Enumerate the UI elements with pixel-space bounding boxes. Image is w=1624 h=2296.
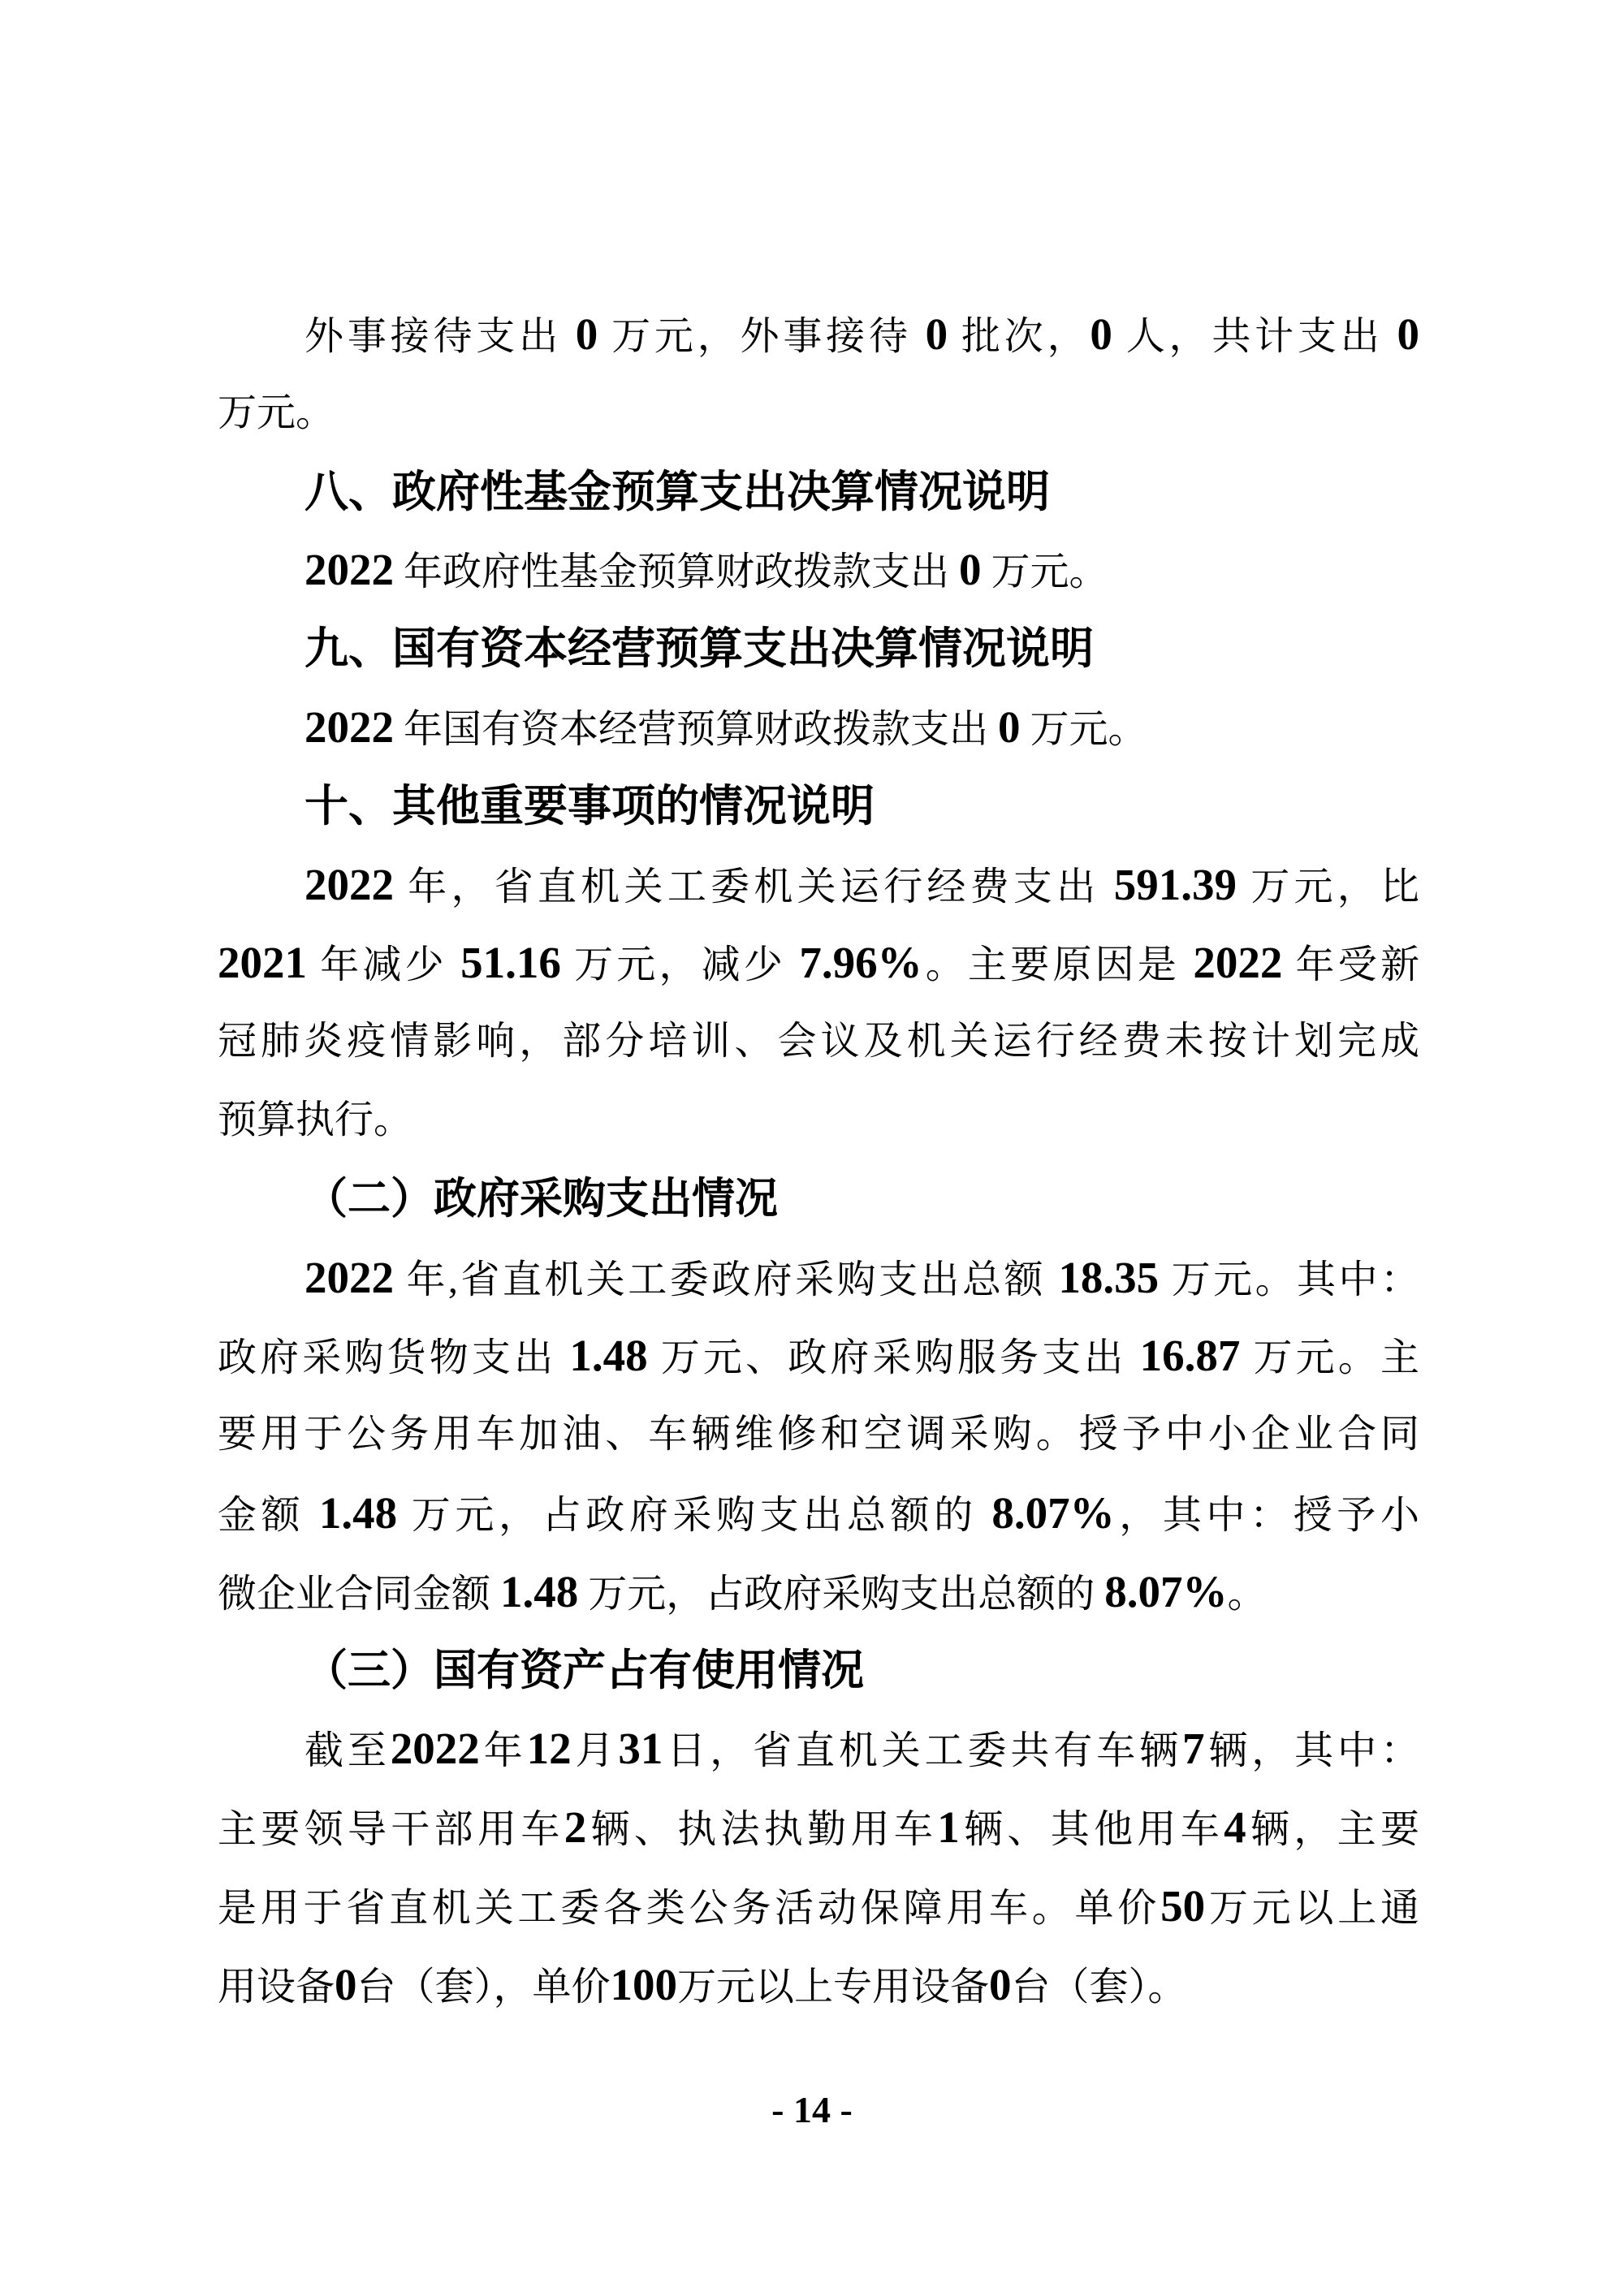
text-segment: 预算执行。 [218, 1098, 413, 1142]
text-segment: 年 [479, 1729, 527, 1773]
text-segment: 辆、执法执勤用车 [586, 1808, 938, 1852]
numeric-value: 0 [925, 309, 948, 359]
text-segment: 金额 [218, 1493, 319, 1537]
text-line [218, 1553, 1419, 1632]
text-line [218, 296, 1419, 374]
text-segment: 用设备 [218, 1965, 335, 2009]
numeric-value: 0 [1397, 309, 1419, 359]
numeric-value: 16.87 [1139, 1331, 1241, 1381]
text-line [218, 924, 1419, 1003]
text-line [218, 688, 1419, 767]
text-segment: 微企业合同金额 [218, 1572, 501, 1616]
numeric-value: 12 [526, 1724, 572, 1774]
text-segment: 辆，主要 [1246, 1808, 1419, 1852]
numeric-value: 7 [1182, 1724, 1205, 1774]
text-line [218, 1396, 1419, 1474]
text-segment: 人，共计支出 [1112, 315, 1397, 358]
text-segment: 万元以上专用设备 [677, 1965, 990, 2009]
text-segment: （二）政府采购支出情况 [304, 1175, 778, 1223]
text-line [218, 1946, 1419, 2025]
text-segment: 八、政府性基金预算支出决算情况说明 [304, 467, 1050, 516]
text-line [218, 374, 1419, 453]
text-segment: 月 [571, 1729, 619, 1773]
text-segment: 外事接待支出 [304, 315, 576, 358]
text-line [218, 1239, 1419, 1318]
text-segment: 要用于公务用车加油、车辆维修和空调采购。授予中小企业合同 [218, 1413, 1419, 1457]
text-line [218, 1867, 1419, 1946]
numeric-value: 31 [618, 1724, 663, 1774]
text-segment: 万元，减少 [560, 943, 800, 987]
text-segment: 年，省直机关工委机关运行经费支出 [394, 865, 1114, 908]
text-segment: 台（套）。 [1011, 1965, 1187, 2009]
text-line [218, 1710, 1419, 1789]
text-segment: （三）国有资产占有使用情况 [304, 1646, 864, 1694]
text-segment: 九、国有资本经营预算支出决算情况说明 [304, 624, 1094, 674]
text-segment: 年政府性基金预算财政拨款支出 [394, 550, 960, 594]
numeric-value: 8.07% [1104, 1566, 1228, 1616]
text-segment: 万元。其中： [1159, 1258, 1419, 1301]
numeric-value: 591.39 [1113, 859, 1237, 909]
numeric-value: 2022 [304, 545, 394, 595]
numeric-value: 2022 [304, 859, 394, 909]
text-segment: 十、其他重要事项的情况说明 [304, 781, 875, 831]
numeric-value: 2022 [304, 1252, 394, 1302]
text-segment: 万元，占政府采购支出总额的 [578, 1572, 1105, 1616]
text-segment: 万元，比 [1236, 865, 1419, 908]
text-line [218, 767, 1419, 846]
numeric-value: 50 [1160, 1880, 1206, 1931]
text-segment: 万元、政府采购服务支出 [647, 1336, 1140, 1380]
numeric-value: 0 [1090, 309, 1112, 359]
text-segment: 万元。 [981, 550, 1108, 594]
text-segment: 主要领导干部用车 [218, 1808, 564, 1852]
text-line [218, 1160, 1419, 1239]
text-segment: 是用于省直机关工委各类公务活动保障用车。单价 [218, 1886, 1161, 1930]
numeric-value: 2 [564, 1802, 587, 1853]
numeric-value: 0 [959, 545, 982, 595]
text-segment: 。主要原因是 [922, 943, 1194, 987]
text-segment: 年,省直机关工委政府采购支出总额 [394, 1258, 1059, 1301]
numeric-value: 2021 [218, 938, 307, 988]
text-segment: ，其中：授予小 [1114, 1493, 1419, 1537]
numeric-value: 100 [610, 1959, 678, 2009]
numeric-value: 2022 [1193, 938, 1283, 988]
text-line [218, 1789, 1419, 1867]
text-segment: 辆、其他用车 [959, 1808, 1224, 1852]
text-line [218, 610, 1419, 688]
text-line [218, 1632, 1419, 1711]
text-segment: 辆，其中： [1204, 1729, 1419, 1773]
numeric-value: 8.07% [991, 1487, 1115, 1538]
numeric-value: 4 [1224, 1802, 1246, 1853]
text-segment: 政府采购货物支出 [218, 1336, 570, 1380]
text-segment: 年受新 [1282, 943, 1419, 987]
numeric-value: 0 [575, 309, 598, 359]
numeric-value: 2022 [390, 1724, 480, 1774]
text-line [218, 1081, 1419, 1160]
numeric-value: 1 [937, 1802, 960, 1853]
text-line [218, 846, 1419, 925]
numeric-value: 1.48 [318, 1487, 398, 1538]
document-body [218, 296, 1419, 2025]
text-segment: 年减少 [307, 943, 461, 987]
text-segment: 日，省直机关工委共有车辆 [663, 1729, 1182, 1773]
text-line [218, 1474, 1419, 1553]
text-segment: 。 [1227, 1572, 1267, 1616]
text-segment: 万元以上通 [1205, 1886, 1419, 1930]
numeric-value: 0 [998, 701, 1021, 752]
text-line [218, 1317, 1419, 1396]
text-segment: 冠肺炎疫情影响，部分培训、会议及机关运行经费未按计划完成 [218, 1020, 1419, 1064]
page-number: - 14 - [771, 2089, 853, 2130]
text-segment: 批次， [948, 315, 1091, 358]
numeric-value: 2022 [304, 701, 394, 752]
numeric-value: 1.48 [569, 1331, 648, 1381]
text-segment: 台（套），单价 [356, 1965, 611, 2009]
numeric-value: 51.16 [460, 938, 561, 988]
text-segment: 年国有资本经营预算财政拨款支出 [394, 707, 999, 751]
text-segment: 万元，外事接待 [598, 315, 926, 358]
text-segment: 截至 [304, 1729, 391, 1773]
numeric-value: 0 [989, 1959, 1012, 2009]
text-line [218, 453, 1419, 532]
text-line [218, 531, 1419, 610]
text-segment: 万元。 [218, 391, 335, 434]
numeric-value: 18.35 [1058, 1252, 1160, 1302]
numeric-value: 7.96% [799, 938, 922, 988]
text-segment: 万元。 [1020, 707, 1147, 751]
text-segment: 万元。主 [1240, 1336, 1419, 1380]
numeric-value: 1.48 [500, 1566, 579, 1616]
numeric-value: 0 [335, 1959, 357, 2009]
text-line [218, 1003, 1419, 1081]
text-segment: 万元，占政府采购支出总额的 [397, 1493, 992, 1537]
